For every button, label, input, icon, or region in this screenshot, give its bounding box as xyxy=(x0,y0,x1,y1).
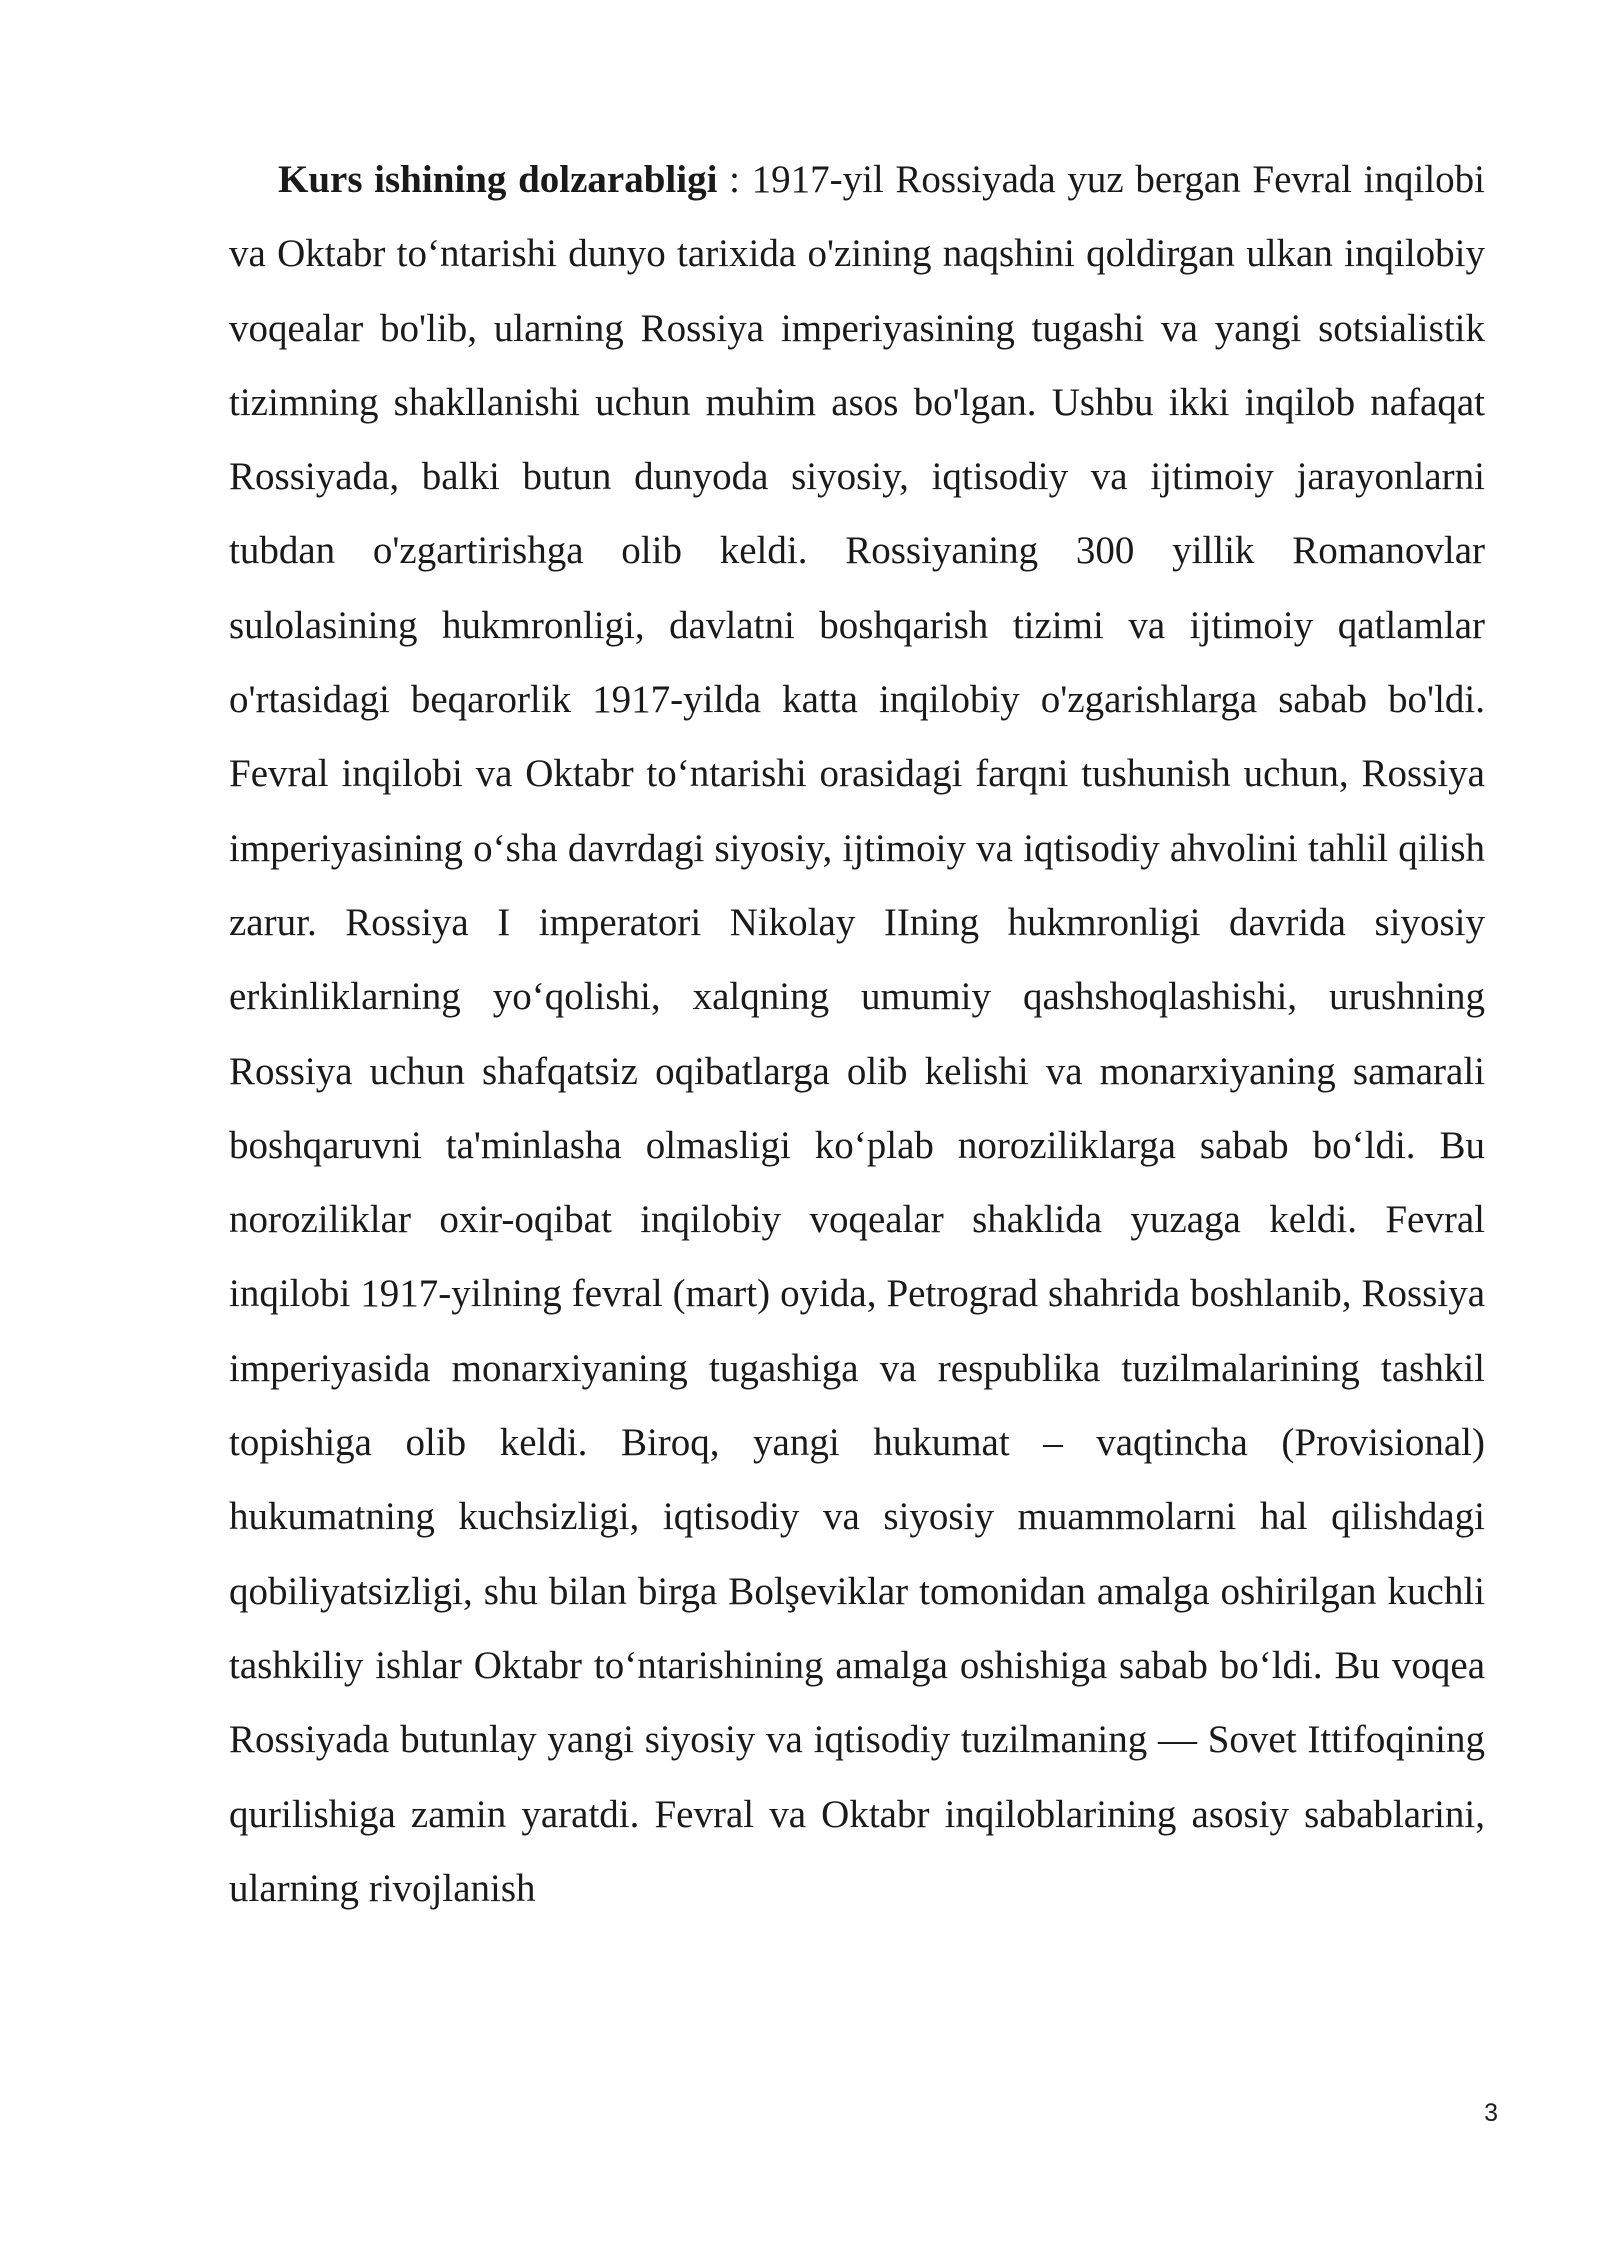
paragraph-text: 1917-yil Rossiyada yuz bergan Fevral inqilobi va Oktabr to‘ntarishi dunyo tarixida o'zining naqshini qoldirgan ulkan inqilobiy voqealar bo'lib, ularning Rossiya imperiyasining tugashi va yangi sotsialistik tizimning shakllanishi uchun muhim asos bo'lgan. Ushbu ikki inqilob nafaqat Rossiyada, balki butun dunyoda siyosiy, iqtisodiy va ijtimoiy jarayonlarni tubdan o'zgartirishga olib keldi. Rossiyaning 300 yillik Romanovlar sulolasining hukmronligi, davlatni boshqarish tizimi va ijtimoiy qatlamlar o'rtasidagi beqarorlik 1917-yilda katta inqilobiy o'zgarishlarga sabab bo'ldi. Fevral inqilobi va Oktabr to‘ntarishi orasidagi farqni tushunish uchun, Rossiya imperiyasining o‘sha davrdagi siyosiy, ijtimoiy va iqtisodiy ahvolini tahlil qilish zarur. Rossiya I imperatori Nikolay IIning hukmronligi davrida siyosiy erkinliklarning yo‘qolishi, xalqning umumiy qashshoqlashishi, urushning Rossiya uchun shafqatsiz oqibatlarga olib kelishi va monarxiyaning samarali boshqaruvni ta'minlasha olmasligi ko‘plab noroziliklarga sabab bo‘ldi. Bu noroziliklar oxir-oqibat inqilobiy voqealar shaklida yuzaga keldi. Fevral inqilobi 1917-yilning fevral (mart) oyida, Petrograd shahrida boshlanib, Rossiya imperiyasida monarxiyaning tugashiga va respublika tuzilmalarining tashkil topishiga olib keldi. Biroq, yangi hukumat – vaqtincha (Provisional) hukumatning kuchsizligi, iqtisodiy va siyosiy muammolarni hal qilishdagi qobiliyatsizligi, shu bilan birga Bolşeviklar tomonidan amalga oshirilgan kuchli tashkiliy ishlar Oktabr to‘ntarishining amalga oshishiga sabab bo‘ldi. Bu voqea Rossiyada butunlay yangi siyosiy va iqtisodiy tuzilmaning — Sovet Ittifoqining qurilishiga zamin yaratdi. Fevral va Oktabr inqiloblarining asosiy sabablarini, ularning rivojlanish xyxy=(229,158,1486,1910)
lead-separator: : xyxy=(717,158,752,201)
lead-heading: Kurs ishining dolzarabligi xyxy=(278,158,718,201)
page-number: 3 xyxy=(1484,2099,1498,2127)
body-paragraph xyxy=(229,143,1485,1926)
